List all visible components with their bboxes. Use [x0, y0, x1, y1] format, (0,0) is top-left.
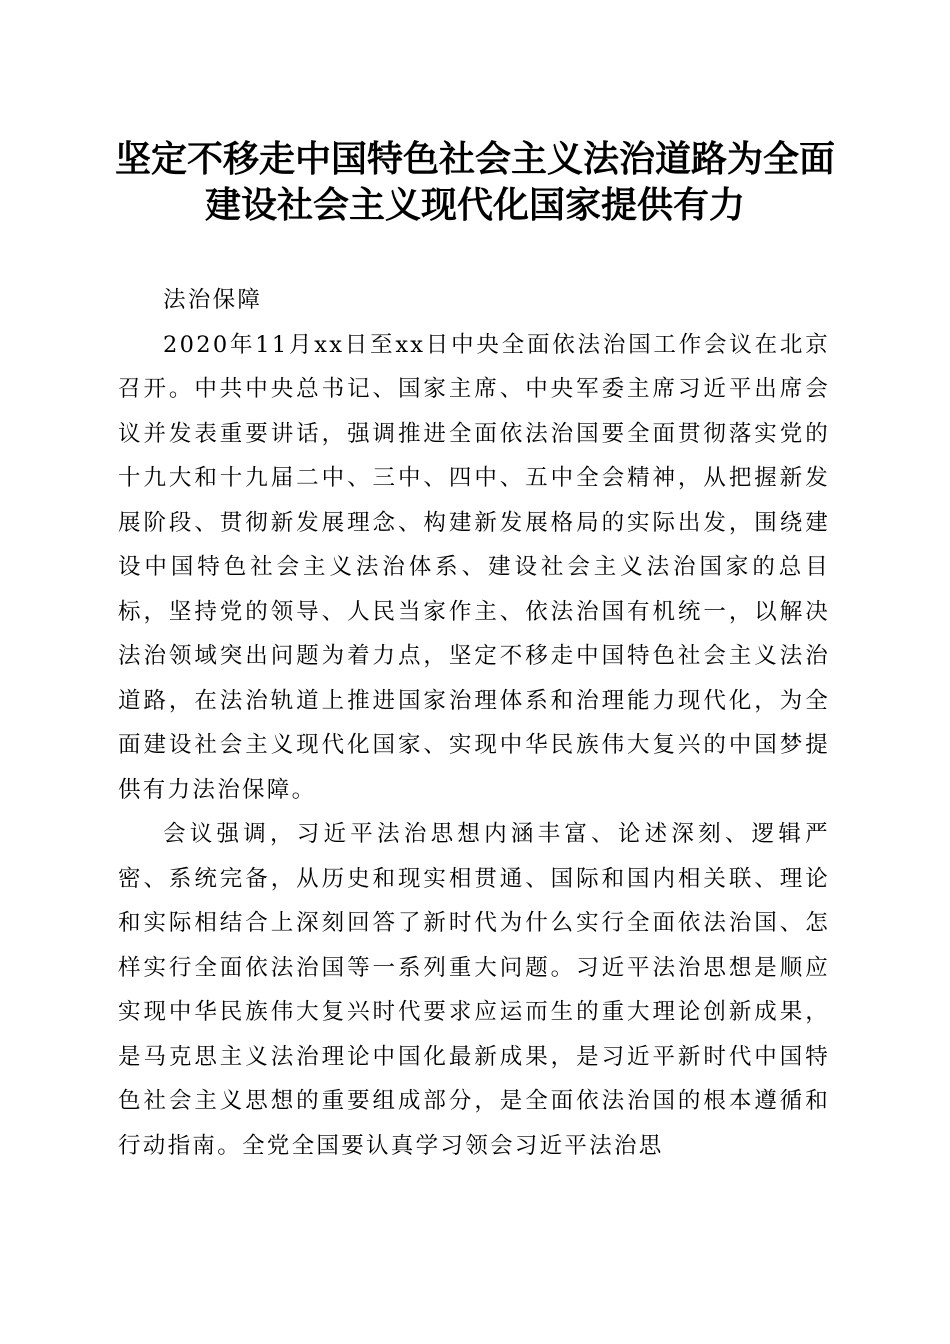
- paragraph-meeting-summary: 2020年11月xx日至xx日中央全面依法治国工作会议在北京召开。中共中央总书记、国家主席、中央军委主席习近平出席会议并发表重要讲话，强调推进全面依法治国要全面贯彻落实党的十九大和十九届二中、三中、四中、五中全会精神，从把握新发展阶段、贯彻新发展理念、构建新发展格局的实际出发，围绕建设中国特色社会主义法治体系、建设社会主义法治国家的总目标，坚持党的领导、人民当家作主、依法治国有机统一，以解决法治领域突出问题为着力点，坚定不移走中国特色社会主义法治道路，在法治轨道上推进国家治理体系和治理能力现代化，为全面建设社会主义现代化国家、实现中华民族伟大复兴的中国梦提供有力法治保障。: [118, 331, 830, 803]
- title-line-1: 坚定不移走中国特色社会主义法治道路为全面: [114, 138, 835, 180]
- document-body: [118, 278, 830, 1168]
- document-title: [80, 136, 870, 228]
- title-line-2: 建设社会主义现代化国家提供有力: [204, 184, 745, 226]
- paragraph-meeting-emphasis: 会议强调，习近平法治思想内涵丰富、论述深刻、逻辑严密、系统完备，从历史和现实相贯通、国际和国内相关联、理论和实际相结合上深刻回答了新时代为什么实行全面依法治国、怎样实行全面依法治国等一系列重大问题。习近平法治思想是顺应实现中华民族伟大复兴时代要求应运而生的重大理论创新成果，是马克思主义法治理论中国化最新成果，是习近平新时代中国特色社会主义思想的重要组成部分，是全面依法治国的根本遵循和行动指南。全党全国要认真学习领会习近平法治思: [118, 821, 830, 1159]
- paragraph-subtitle-continuation: 法治保障: [163, 287, 263, 313]
